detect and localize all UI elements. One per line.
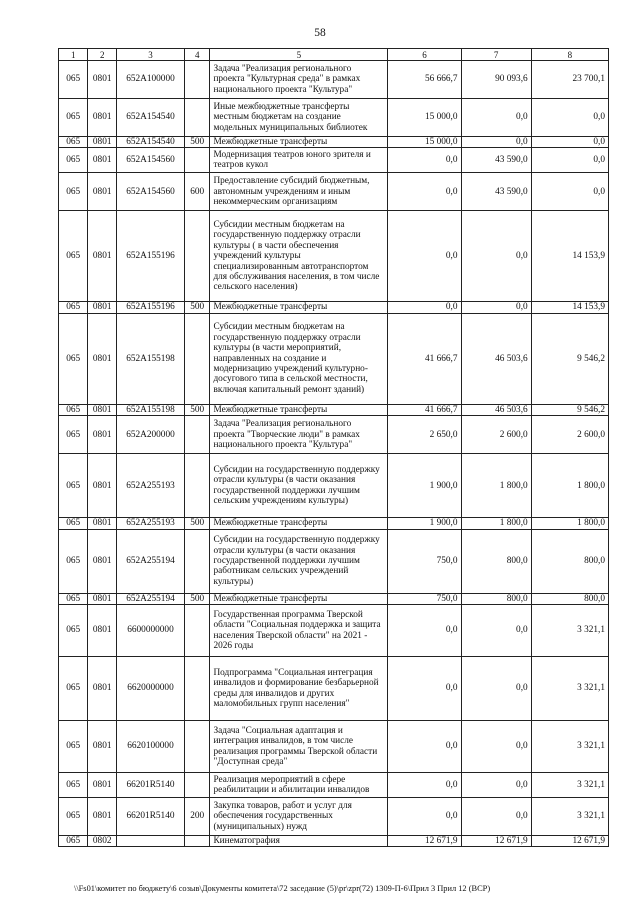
cell-description: Субсидии на государственную поддержку отрасли культуры (в части оказания государственной поддержки лучшим сельским учреждениям культуры) <box>210 454 388 518</box>
cell-amount-2: 0,0 <box>461 211 531 302</box>
cell-section-code: 0801 <box>88 313 116 404</box>
cell-amount-3: 0,0 <box>531 173 608 211</box>
cell-section-code: 0801 <box>88 99 116 137</box>
cell-amount-3: 800,0 <box>531 593 608 604</box>
cell-target-article: 652A200000 <box>116 416 184 454</box>
cell-amount-1: 0,0 <box>388 721 461 773</box>
cell-description: Задача "Реализация регионального проекта "Культурная среда" в рамках национального проекта "Культура" <box>210 61 388 99</box>
cell-target-article <box>116 836 184 847</box>
cell-target-article: 652A155196 <box>116 211 184 302</box>
cell-amount-3: 3 321,1 <box>531 798 608 836</box>
page-number: 58 <box>314 27 326 39</box>
cell-target-article: 652A255194 <box>116 529 184 593</box>
cell-amount-1: 750,0 <box>388 529 461 593</box>
header-row <box>59 49 609 61</box>
cell-description: Реализация мероприятий в сфере реабилитации и абилитации инвалидов <box>210 773 388 798</box>
cell-description: Задача "Реализация регионального проекта "Творческие люди" в рамках национального проекта "Культура" <box>210 416 388 454</box>
column-header: 1 <box>59 49 88 61</box>
cell-expense-type: 500 <box>185 302 210 313</box>
cell-amount-1: 0,0 <box>388 798 461 836</box>
cell-target-article: 652A154540 <box>116 137 184 148</box>
table-row <box>59 529 609 593</box>
cell-amount-1: 56 666,7 <box>388 61 461 99</box>
cell-expense-type <box>185 416 210 454</box>
cell-amount-3: 12 671,9 <box>531 836 608 847</box>
cell-target-article: 652A155196 <box>116 302 184 313</box>
table-row <box>59 836 609 847</box>
table-row <box>59 313 609 404</box>
cell-amount-2: 0,0 <box>461 99 531 137</box>
cell-admin-code: 065 <box>59 404 88 415</box>
cell-amount-1: 15 000,0 <box>388 99 461 137</box>
cell-amount-1: 0,0 <box>388 173 461 211</box>
table-row <box>59 518 609 529</box>
footer-file-path: \\Fs01\комитет по бюджету\6 созыв\Документы комитета\72 заседание (5)\pr\zpr(72) 1309-П-6\Прил 3 Прил 12 (ВСР) <box>74 884 491 893</box>
cell-amount-2: 12 671,9 <box>461 836 531 847</box>
cell-section-code: 0801 <box>88 529 116 593</box>
cell-admin-code: 065 <box>59 173 88 211</box>
cell-expense-type <box>185 721 210 773</box>
cell-description: Модернизация театров юного зрителя и театров кукол <box>210 148 388 173</box>
cell-amount-1: 0,0 <box>388 605 461 657</box>
cell-section-code: 0801 <box>88 173 116 211</box>
cell-description: Предоставление субсидий бюджетным, автономным учреждениям и иным некоммерческим организациям <box>210 173 388 211</box>
cell-description: Межбюджетные трансферты <box>210 518 388 529</box>
cell-amount-3: 3 321,1 <box>531 657 608 721</box>
column-header: 2 <box>88 49 116 61</box>
table-row <box>59 99 609 137</box>
cell-amount-3: 1 800,0 <box>531 518 608 529</box>
cell-section-code: 0801 <box>88 721 116 773</box>
table-row <box>59 416 609 454</box>
cell-admin-code: 065 <box>59 211 88 302</box>
cell-expense-type <box>185 313 210 404</box>
cell-target-article: 66201R5140 <box>116 773 184 798</box>
cell-target-article: 652A155198 <box>116 404 184 415</box>
cell-description: Подпрограмма "Социальная интеграция инвалидов и формирование безбарьерной среды для инвалидов и других маломобильных групп населения" <box>210 657 388 721</box>
cell-description: Субсидии местным бюджетам на государственную поддержку отрасли культуры ( в части обеспечения учреждений культуры специализированным автотранспортом для обслуживания населения, в том числе сельского населения) <box>210 211 388 302</box>
table-row <box>59 148 609 173</box>
cell-amount-1: 1 900,0 <box>388 454 461 518</box>
cell-expense-type <box>185 148 210 173</box>
cell-section-code: 0801 <box>88 518 116 529</box>
cell-amount-3: 23 700,1 <box>531 61 608 99</box>
cell-expense-type <box>185 99 210 137</box>
cell-amount-2: 800,0 <box>461 529 531 593</box>
cell-section-code: 0801 <box>88 593 116 604</box>
cell-admin-code: 065 <box>59 605 88 657</box>
cell-target-article: 652A154560 <box>116 173 184 211</box>
table-row <box>59 721 609 773</box>
cell-expense-type <box>185 529 210 593</box>
cell-amount-3: 0,0 <box>531 148 608 173</box>
cell-expense-type <box>185 773 210 798</box>
cell-expense-type: 500 <box>185 518 210 529</box>
cell-description: Государственная программа Тверской области "Социальная поддержка и защита населения Тверской области" на 2021 - 2026 годы <box>210 605 388 657</box>
cell-description: Иные межбюджетные трансферты местным бюджетам на создание модельных муниципальных библиотек <box>210 99 388 137</box>
column-header: 4 <box>185 49 210 61</box>
table-row <box>59 404 609 415</box>
cell-amount-1: 0,0 <box>388 148 461 173</box>
cell-admin-code: 065 <box>59 836 88 847</box>
cell-target-article: 652A155198 <box>116 313 184 404</box>
cell-amount-1: 750,0 <box>388 593 461 604</box>
table-row <box>59 773 609 798</box>
cell-description: Закупка товаров, работ и услуг для обеспечения государственных (муниципальных) нужд <box>210 798 388 836</box>
cell-description: Межбюджетные трансферты <box>210 137 388 148</box>
cell-amount-2: 0,0 <box>461 302 531 313</box>
cell-target-article: 652A255193 <box>116 518 184 529</box>
cell-amount-2: 0,0 <box>461 605 531 657</box>
cell-amount-3: 800,0 <box>531 529 608 593</box>
cell-amount-3: 2 600,0 <box>531 416 608 454</box>
cell-amount-1: 12 671,9 <box>388 836 461 847</box>
cell-admin-code: 065 <box>59 416 88 454</box>
cell-amount-2: 1 800,0 <box>461 454 531 518</box>
cell-target-article: 6620000000 <box>116 657 184 721</box>
cell-target-article: 6620100000 <box>116 721 184 773</box>
cell-amount-2: 800,0 <box>461 593 531 604</box>
cell-amount-3: 14 153,9 <box>531 302 608 313</box>
table-row <box>59 302 609 313</box>
cell-amount-3: 1 800,0 <box>531 454 608 518</box>
cell-section-code: 0801 <box>88 416 116 454</box>
cell-amount-3: 0,0 <box>531 137 608 148</box>
cell-section-code: 0801 <box>88 137 116 148</box>
cell-description: Субсидии местным бюджетам на государственную поддержку отрасли культуры (в части мероприятий, направленных на создание и модернизацию учреждений культурно-досугового типа в сельской местности, включая капитальный ремонт зданий) <box>210 313 388 404</box>
cell-expense-type <box>185 454 210 518</box>
cell-expense-type <box>185 836 210 847</box>
table-row <box>59 593 609 604</box>
cell-amount-2: 0,0 <box>461 657 531 721</box>
cell-target-article: 652A100000 <box>116 61 184 99</box>
cell-expense-type: 500 <box>185 137 210 148</box>
cell-amount-1: 2 650,0 <box>388 416 461 454</box>
cell-target-article: 652A255193 <box>116 454 184 518</box>
table-row <box>59 798 609 836</box>
cell-description: Субсидии на государственную поддержку отрасли культуры (в части оказания государственной поддержки лучшим работникам сельских учреждений культуры) <box>210 529 388 593</box>
column-header: 8 <box>531 49 608 61</box>
cell-admin-code: 065 <box>59 529 88 593</box>
cell-expense-type: 500 <box>185 593 210 604</box>
cell-description: Кинематография <box>210 836 388 847</box>
cell-target-article: 652A154540 <box>116 99 184 137</box>
cell-amount-2: 90 093,6 <box>461 61 531 99</box>
cell-amount-3: 14 153,9 <box>531 211 608 302</box>
cell-amount-2: 0,0 <box>461 773 531 798</box>
cell-expense-type <box>185 61 210 99</box>
cell-amount-2: 0,0 <box>461 721 531 773</box>
cell-amount-2: 46 503,6 <box>461 313 531 404</box>
cell-admin-code: 065 <box>59 454 88 518</box>
cell-section-code: 0801 <box>88 404 116 415</box>
cell-description: Задача "Социальная адаптация и интеграция инвалидов, в том числе реализация программы Тверской области "Доступная среда" <box>210 721 388 773</box>
cell-section-code: 0801 <box>88 605 116 657</box>
cell-description: Межбюджетные трансферты <box>210 404 388 415</box>
cell-target-article: 652A154560 <box>116 148 184 173</box>
cell-amount-2: 43 590,0 <box>461 148 531 173</box>
cell-expense-type: 500 <box>185 404 210 415</box>
cell-target-article: 66201R5140 <box>116 798 184 836</box>
cell-admin-code: 065 <box>59 148 88 173</box>
cell-description: Межбюджетные трансферты <box>210 593 388 604</box>
cell-section-code: 0801 <box>88 61 116 99</box>
cell-amount-1: 0,0 <box>388 211 461 302</box>
cell-amount-1: 41 666,7 <box>388 313 461 404</box>
cell-amount-1: 41 666,7 <box>388 404 461 415</box>
column-header: 5 <box>210 49 388 61</box>
cell-section-code: 0801 <box>88 302 116 313</box>
cell-amount-1: 0,0 <box>388 302 461 313</box>
cell-admin-code: 065 <box>59 773 88 798</box>
table-row <box>59 61 609 99</box>
cell-amount-1: 0,0 <box>388 773 461 798</box>
cell-amount-3: 3 321,1 <box>531 773 608 798</box>
cell-section-code: 0801 <box>88 657 116 721</box>
cell-admin-code: 065 <box>59 518 88 529</box>
cell-amount-3: 3 321,1 <box>531 721 608 773</box>
table-row <box>59 454 609 518</box>
cell-target-article: 652A255194 <box>116 593 184 604</box>
cell-amount-3: 3 321,1 <box>531 605 608 657</box>
table-row <box>59 137 609 148</box>
cell-expense-type <box>185 657 210 721</box>
cell-admin-code: 065 <box>59 798 88 836</box>
cell-amount-2: 1 800,0 <box>461 518 531 529</box>
cell-amount-3: 0,0 <box>531 99 608 137</box>
cell-admin-code: 065 <box>59 61 88 99</box>
cell-admin-code: 065 <box>59 99 88 137</box>
column-header: 6 <box>388 49 461 61</box>
cell-amount-1: 0,0 <box>388 657 461 721</box>
cell-section-code: 0801 <box>88 148 116 173</box>
cell-admin-code: 065 <box>59 313 88 404</box>
table-row <box>59 657 609 721</box>
column-header: 3 <box>116 49 184 61</box>
cell-admin-code: 065 <box>59 137 88 148</box>
cell-admin-code: 065 <box>59 593 88 604</box>
cell-amount-2: 0,0 <box>461 798 531 836</box>
cell-amount-1: 1 900,0 <box>388 518 461 529</box>
cell-section-code: 0802 <box>88 836 116 847</box>
table-row <box>59 211 609 302</box>
cell-amount-2: 46 503,6 <box>461 404 531 415</box>
table-body <box>59 61 609 847</box>
cell-section-code: 0801 <box>88 773 116 798</box>
table-row <box>59 173 609 211</box>
cell-target-article: 6600000000 <box>116 605 184 657</box>
cell-admin-code: 065 <box>59 721 88 773</box>
cell-amount-3: 9 546,2 <box>531 404 608 415</box>
cell-admin-code: 065 <box>59 302 88 313</box>
budget-table <box>58 48 609 847</box>
cell-amount-1: 15 000,0 <box>388 137 461 148</box>
cell-admin-code: 065 <box>59 657 88 721</box>
cell-expense-type <box>185 211 210 302</box>
cell-expense-type: 600 <box>185 173 210 211</box>
cell-amount-2: 2 600,0 <box>461 416 531 454</box>
cell-amount-2: 0,0 <box>461 137 531 148</box>
cell-section-code: 0801 <box>88 211 116 302</box>
cell-description: Межбюджетные трансферты <box>210 302 388 313</box>
cell-expense-type: 200 <box>185 798 210 836</box>
table-row <box>59 605 609 657</box>
cell-section-code: 0801 <box>88 454 116 518</box>
cell-amount-2: 43 590,0 <box>461 173 531 211</box>
cell-expense-type <box>185 605 210 657</box>
column-header: 7 <box>461 49 531 61</box>
cell-section-code: 0801 <box>88 798 116 836</box>
cell-amount-3: 9 546,2 <box>531 313 608 404</box>
